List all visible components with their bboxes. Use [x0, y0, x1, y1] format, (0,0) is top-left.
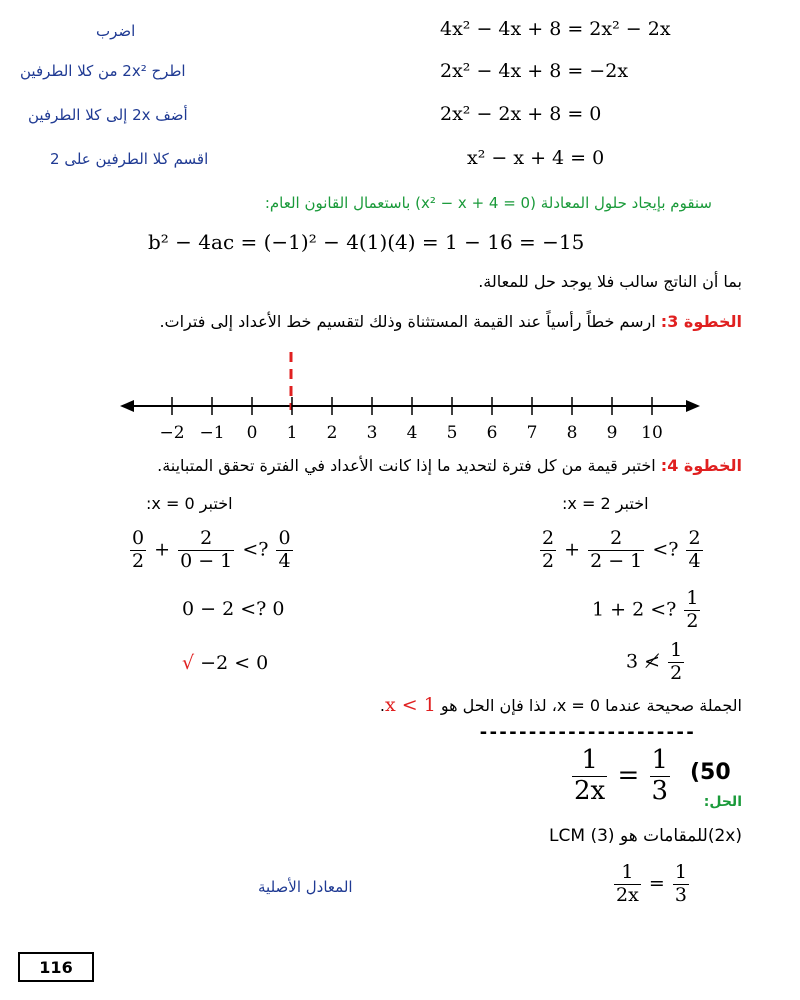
test-x2-line1: $\frac{2}{2}$ + $\frac{2}{2 - 1}$ <? $\frac{2}{4}$ [542, 527, 701, 572]
step-4-note: اقسم كلا الطرفين على 2 [50, 150, 209, 168]
original-note: المعادل الأصلية [258, 878, 353, 896]
tick-label: 5 [446, 423, 458, 443]
number-line [110, 350, 710, 450]
test-x0-line3-wrap [182, 652, 268, 674]
step-3-note: أضف 2x إلى كلا الطرفين [28, 106, 188, 124]
step3-text: ارسم خطاً رأسياً عند القيمة المستثناة وذلك لتقسيم خط الأعداد إلى فترات. [159, 312, 661, 331]
separator-dashes: ---------------------- [478, 722, 695, 743]
right-arrow-icon [686, 400, 700, 412]
quadratic-intro: سنقوم بإيجاد حلول المعادلة (x² − x + 4 = 0) باستعمال القانون العام: [264, 194, 712, 212]
problem-50-equation: $\frac{1}{2x}$ = $\frac{1}{3}$ [574, 745, 669, 806]
original-equation: $\frac{1}{2x}$ = $\frac{1}{3}$ [616, 861, 687, 906]
test-x0-line1: $\frac{0}{2}$ + $\frac{2}{0 - 1}$ <? $\frac{0}{4}$ [132, 527, 291, 572]
tick-label: −1 [199, 423, 225, 443]
test-x0-heading: اختبر x = 0: [146, 494, 233, 513]
test-x0-line2: 0 − 2 <? 0 [182, 598, 285, 620]
tick-label: 6 [486, 423, 498, 443]
step-1-note: اضرب [96, 22, 136, 40]
tick-label: 7 [526, 423, 538, 443]
page-number: 116 [18, 952, 94, 982]
step-1-equation: 4x² − 4x + 8 = 2x² − 2x [440, 18, 671, 40]
tick-label: 4 [406, 423, 418, 443]
tick-label: 10 [641, 423, 663, 443]
check-icon: √ [182, 652, 195, 674]
tick-label: 9 [606, 423, 618, 443]
test-x2-heading: اختبر x = 2: [562, 494, 649, 513]
tick-label: 2 [326, 423, 338, 443]
step-4-equation: x² − x + 4 = 0 [467, 147, 605, 169]
step3-paragraph [159, 312, 742, 331]
step-2-note: اطرح 2x² من كلا الطرفين [20, 62, 186, 80]
tick-label: 1 [286, 423, 298, 443]
step-3-equation: 2x² − 2x + 8 = 0 [440, 103, 602, 125]
step3-label: الخطوة 3: [660, 312, 742, 331]
problem-number: (50 [690, 760, 731, 785]
test-x2-line2: 1 + 2 <? $\frac{1}{2}$ [592, 587, 699, 632]
step-2-equation: 2x² − 4x + 8 = −2x [440, 60, 629, 82]
test-x0-line3: −2 < 0 [200, 652, 269, 674]
tick-label: 8 [566, 423, 578, 443]
left-arrow-icon [120, 400, 134, 412]
answer: x < 1 [384, 694, 436, 716]
lcm-text: LCM للمقامات هو (3)(2x) [549, 826, 742, 846]
step4-text: اختبر قيمة من كل فترة لتحديد ما إذا كانت الأعداد في الفترة تحقق المتباينة. [157, 456, 661, 475]
no-solution-text: بما أن الناتج سالب فلا يوجد حل للمعالة. [478, 272, 742, 291]
tick-label: 3 [366, 423, 378, 443]
conclusion: الجملة صحيحة عندما x = 0، لذا فإن الحل هو x < 1. [379, 694, 742, 716]
solution-label: الحل: [703, 794, 742, 810]
step4-label: الخطوة 4: [660, 456, 742, 475]
tick-label: 0 [246, 423, 258, 443]
discriminant-equation: b² − 4ac = (−1)² − 4(1)(4) = 1 − 16 = −15 [148, 230, 585, 254]
test-x2-line3: 3 ≮ $\frac{1}{2}$ [626, 639, 683, 684]
step4-paragraph [157, 456, 742, 475]
tick-label: −2 [159, 423, 185, 443]
